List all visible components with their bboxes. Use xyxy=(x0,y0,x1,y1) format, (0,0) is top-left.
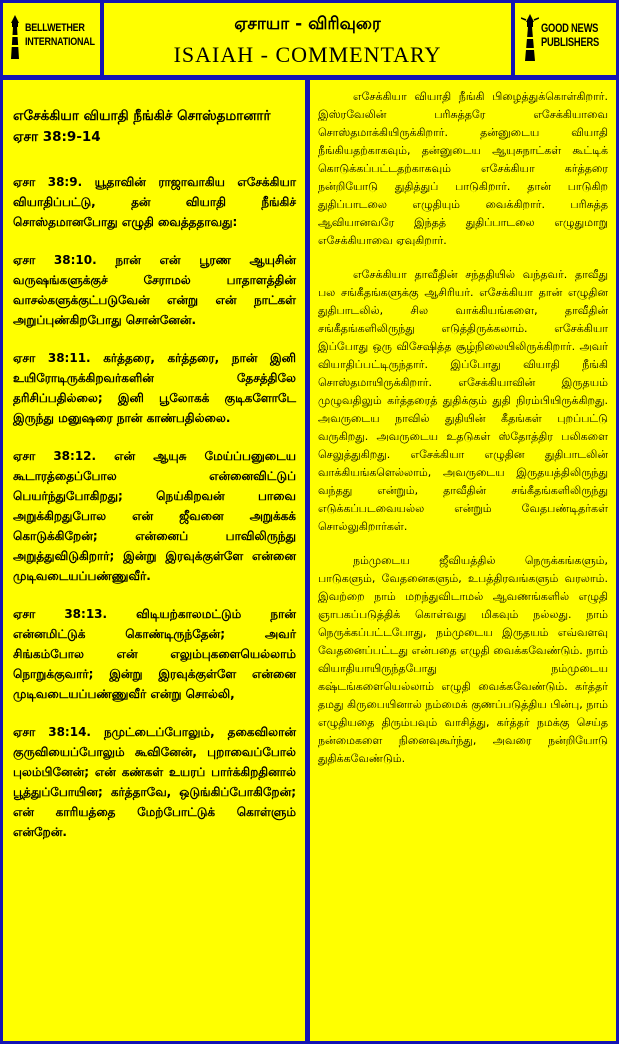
bellwether-logo-text xyxy=(25,21,95,49)
commentary-paragraph-1: எசேக்கியா வியாதி நீங்கி பிழைத்துக்கொள்கிறார். இஸ்ரவேலின் பரிசுத்தரே எசேக்கியாவை சொஸ்தமாக்கியிருக்கிறார். தன்னுடைய வியாதி நீங்கியதற்காகவும், தன்னுடைய ஆயுசுநாட்கள் கூட்டிக் கொடுக்கப்பட்டதற்காகவும் எசேக்கியா கர்த்தரை நன்றியோடு துதித்துப் பாடுகிறார். தான் பாடுகிற துதிப்பாடலை எழுதியும் வைக்கிறார். பரிசுத்த ஆவியானவரே இந்தத் துதிப்பாடலை எழுதுமாறு எசேக்கியாவை ஏவுகிறார். xyxy=(318,90,608,247)
bellwether-logo xyxy=(3,3,100,75)
commentary-paragraph-2: எசேக்கியா தாவீதின் சந்ததியில் வந்தவர். தாவீது பல சங்கீதங்களுக்கு ஆசிரியர். எசேக்கியா தான் எழுதின துதிபாடலில், சில வாக்கியங்களை, தாவீதின் சங்கீதங்களிலிருந்து எடுத்திருக்கலாம். எசேக்கியா இப்போது ஒரு விசேஷித்த சூழ்நிலையிலிருக்கிறார். அவர் வியாதிப்பட்டிருந்தார். இப்போது வியாதி நீங்கி சொஸ்தமாயிருக்கிறார். எசேக்கியாவின் இருதயம் முழுவதிலும் கர்த்தரைத் துதிக்கும் துதி நிரம்பியிருக்கிறது. அவருடைய நாவில் துதியின் கீதங்கள் புறப்பட்டு வருகிறது. அவருடைய உதடுகள் ஸ்தோத்திர பலிகளை செலுத்துகிறது. எசேக்கியா எழுதின துதிபாடலின் வாக்கியங்களெல்லாம், அவருடைய இருதயத்திலிருந்து வந்தது என்றும், தாவீதின் சங்கீதங்களிலிருந்து எடுக்கப்படவையல்ல என்றும் வேதபண்டிதர்கள் சொல்லுகிறார்கள். xyxy=(318,268,608,533)
bellwether-logo-line1: BELLWETHER xyxy=(25,22,85,34)
verse-38-14: ஏசா 38:14. நமுட்டைப்போலும், தகைவிலான் குருவியைப்போலும் கூவினேன், புறாவைப்போல் புலம்பினேன்; என் கண்கள் உயரப் பார்க்கிறதினால் பூத்துப்போயின; கர்த்தாவே, ஒடுங்கிப்போகிறேன்; என் காரியத்தை மேற்போட்டுக் கொள்ளும் என்றேன். xyxy=(13,725,296,839)
verse-38-10: ஏசா 38:10. நான் என் பூரண ஆயுசின் வருஷங்களுக்குச் சேராமல் பாதாளத்தின் வாசல்களுக்குட்படுவேன் என்று என் நாட்கள் அறுப்புண்கிறபோது சொன்னேன். xyxy=(13,253,296,327)
scripture-column xyxy=(3,80,305,1041)
scripture-heading-reference: ஏசா 38:9-14 xyxy=(13,129,101,145)
good-news-logo-text xyxy=(541,21,599,49)
good-news-logo-line1: GOOD NEWS xyxy=(541,21,599,35)
page-title-tamil: ஏசாயா - விரிவுரை xyxy=(234,14,381,34)
lighthouse-icon xyxy=(7,13,23,63)
scripture-heading-title: எசேக்கியா வியாதி நீங்கிச் சொஸ்தமானார் xyxy=(13,108,271,124)
bellwether-logo-line2: INTERNATIONAL xyxy=(25,36,95,48)
commentary-column xyxy=(310,80,616,1041)
verse-38-12: ஏசா 38:12. என் ஆயுசு மேய்ப்பனுடைய கூடாரத்தைப்போல என்னைவிட்டுப் பெயர்ந்துபோகிறது; நெய்கிறவன் பாவை அறுக்கிறதுபோல என் ஜீவனை அறுக்கக் கொடுக்கிறேன்; என்னைப் பாவிலிருந்து அறுத்துவிடுகிறார்; இன்று இரவுக்குள்ளே என்னை முடிவடையப்பண்ணுவீர். xyxy=(13,449,296,583)
verse-38-11: ஏசா 38:11. கர்த்தரை, கர்த்தரை, நான் இனி உயிரோடிருக்கிறவர்களின் தேசத்திலே தரிசிப்பதில்லை; இனி பூலோகக் குடிகளோடே இருந்து மனுஷரை நான் காண்பதில்லை. xyxy=(13,351,296,425)
title-box xyxy=(104,3,511,75)
good-news-publishers-logo xyxy=(515,3,616,75)
scripture-heading xyxy=(13,106,296,148)
verse-38-9: ஏசா 38:9. யூதாவின் ராஜாவாகிய எசேக்கியா வியாதிப்பட்டு, தன் வியாதி நீங்கிச் சொஸ்தமானபோது எழுதி வைத்ததாவது: xyxy=(13,175,296,229)
commentary-paragraph-3: நம்முடைய ஜீவியத்தில் நெருக்கங்களும், பாடுகளும், வேதனைகளும், உபத்திரவங்களும் வரலாம். இவற்றை நாம் மறந்துவிடாமல் ஆவணங்களில் எழுதி ஞாபகப்படுத்திக் கொள்வது மிகவும் நல்லது. நாம் நெருக்கப்பட்டபோது, நம்முடைய இருதயம் எவ்வளவு வேதனைப்பட்டது என்பதை எழுதி வைக்கவேண்டும். நாம் வியாதியாயிருந்தபோது நம்முடைய கஷ்டங்களையெல்லாம் எழுதி வைக்கவேண்டும். கர்த்தர் தமது கிருபையினால் நம்மைக் குணப்படுத்திய பின்பு, நாம் எழுதியதை திரும்பவும் வாசித்து, கர்த்தர் நமக்கு செய்த நன்மைகளை நினைவுகூர்ந்து, அவரை நன்றியோடு துதிக்கவேண்டும். xyxy=(318,554,608,765)
good-news-logo-line2: PUBLISHERS xyxy=(541,35,600,49)
lighthouse-icon xyxy=(521,13,539,65)
page-title-english: ISAIAH - COMMENTARY xyxy=(173,42,442,67)
verse-38-13: ஏசா 38:13. விடியற்காலமட்டும் நான் என்னமிட்டுக் கொண்டிருந்தேன்; அவர் சிங்கம்போல என் எலும்புகளையெல்லாம் நொறுக்குவார்; இன்று இரவுக்குள்ளே என்னை முடிவடையப்பண்ணுவீர் என்று சொல்லி, xyxy=(13,607,296,701)
